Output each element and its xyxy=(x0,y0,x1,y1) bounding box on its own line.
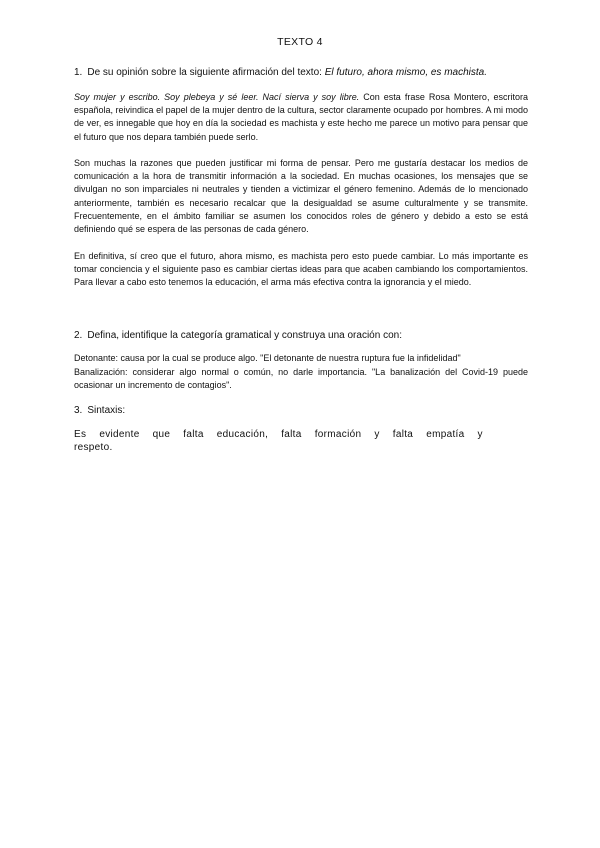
question-3-number: 3. xyxy=(74,405,83,416)
question-2-text: Defina, identifique la categoría gramatical y construya una oración con: xyxy=(87,330,402,341)
syntax-sentence: Es evidente que falta educación, falta formación y falta empatía y respeto. xyxy=(74,429,483,454)
definition-detonante: Detonante: causa por la cual se produce algo. "El detonante de nuestra ruptura fue la infidelidad" xyxy=(74,353,461,363)
question-2 xyxy=(74,329,528,342)
paragraph-3: En definitiva, sí creo que el futuro, ahora mismo, es machista pero esto puede cambiar. Lo más importante es tomar conciencia y el siguiente paso es cambiar ciertas ideas para que acaben cambiando los comportamientos. Para llevar a cabo esto tenemos la educación, el arma más efectiva contra la ignorancia y el miedo. xyxy=(74,251,528,288)
paragraph-1-quote: Soy mujer y escribo. Soy plebeya y sé leer. Nací sierva y soy libre. xyxy=(74,92,360,102)
question-2-number: 2. xyxy=(74,330,83,341)
document-title: TEXTO 4 xyxy=(277,36,323,48)
question-1-text: De su opinión sobre la siguiente afirmación del texto: xyxy=(87,67,322,78)
question-1-number: 1. xyxy=(74,67,83,78)
question-1 xyxy=(74,66,528,79)
paragraph-1 xyxy=(74,91,528,144)
question-3 xyxy=(74,404,528,417)
paragraph-1-text: Con esta frase Rosa Montero, escritora española, reivindica el papel de la mujer dentro de la cultura, sector claramente ocupado por hombres. A mi modo de ver, es innegable que hoy en día la sociedad es machista y este hecho me parece un motivo para pensar que el futuro que nos depara también puede serlo. xyxy=(74,92,528,142)
question-3-text: Sintaxis: xyxy=(87,405,126,416)
definition-banalizacion: Banalización: considerar algo normal o común, no darle importancia. "La banalización del Covid-19 puede ocasionar un incremento de contagios". xyxy=(74,367,528,391)
paragraph-2: Son muchas la razones que pueden justificar mi forma de pensar. Pero me gustaría destacar los medios de comunicación a la hora de transmitir información a la sociedad. En muchas ocasiones, los mensajes que se divulgan no son imparciales ni neutrales y tienden a victimizar el género femenino. Además de lo mencionado anteriormente, también es necesario recalcar que la desigualdad se asume culturalmente y se transmite. Frecuentemente, en el ámbito familiar se asumen los conocidos roles de género y debido a esto se está definiendo qué se espera de las personas de cada género. xyxy=(74,158,528,235)
question-1-quote: El futuro, ahora mismo, es machista. xyxy=(324,67,488,78)
